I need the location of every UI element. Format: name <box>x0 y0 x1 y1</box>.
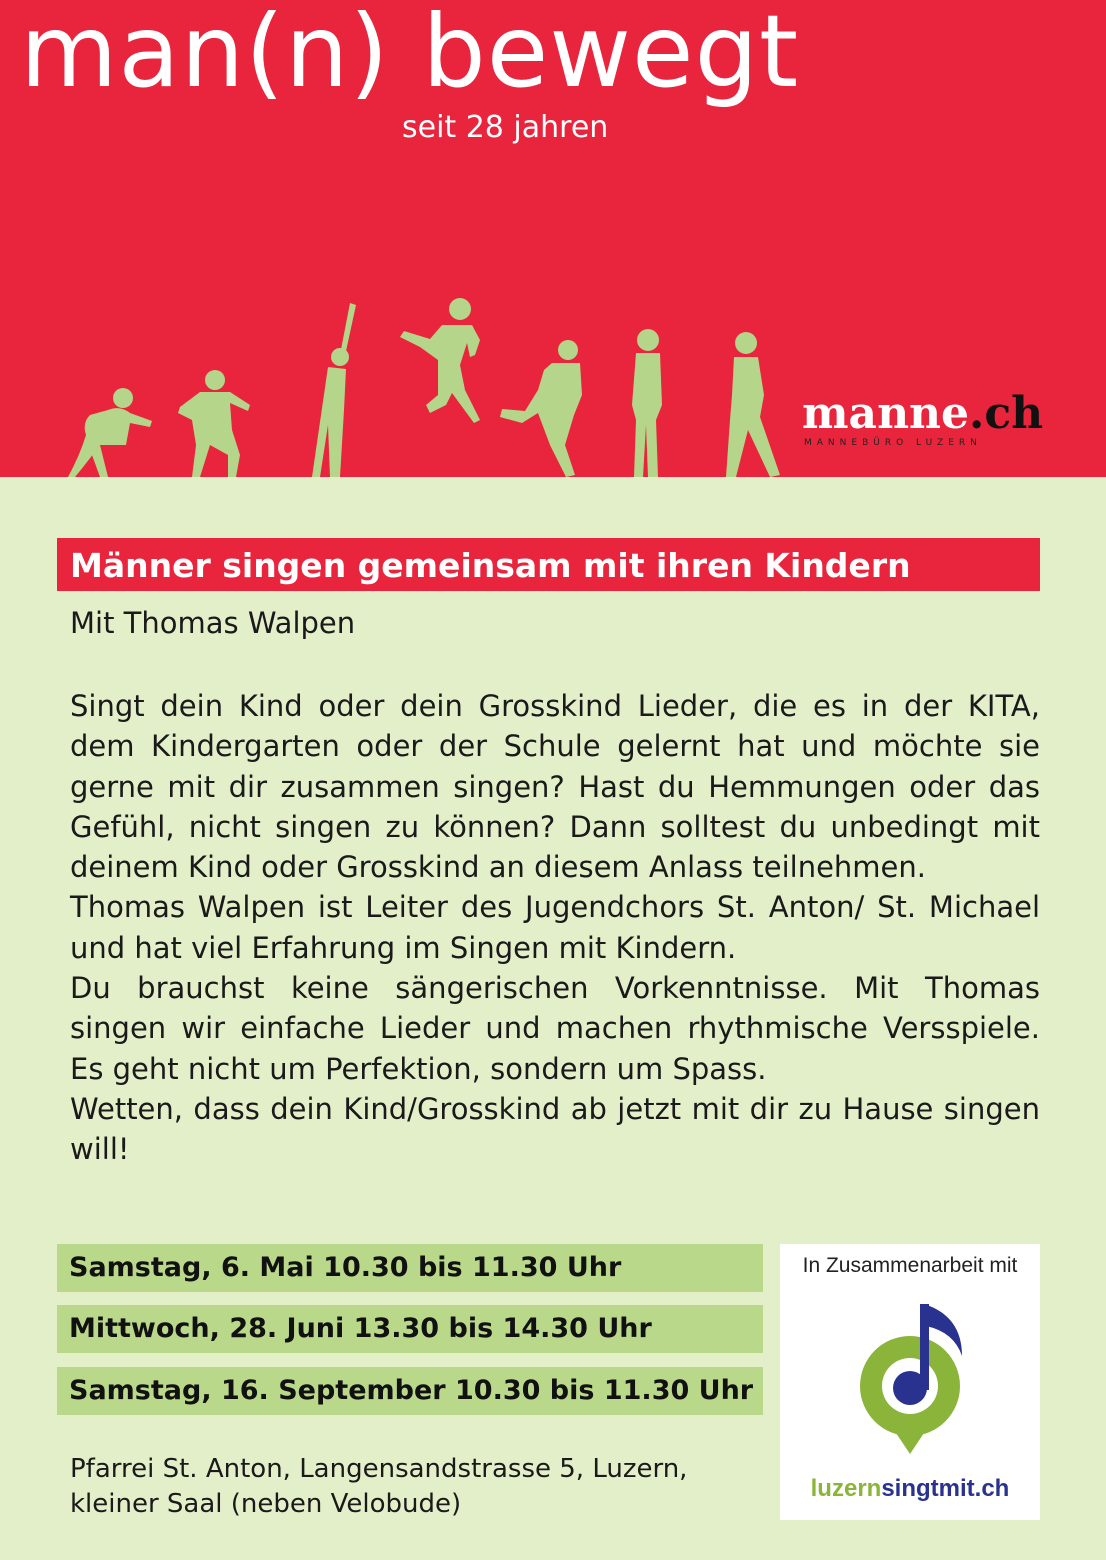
description-paragraph: Thomas Walpen ist Leiter des Jugendchors St. Anton/ St. Michael und hat viel Erfahrung im Singen mit Kindern. <box>70 890 1040 965</box>
logo-tagline: MANNEBÜRO LUZERN <box>804 438 982 448</box>
movement-figures-illustration <box>60 295 780 477</box>
event-description <box>70 686 1040 1170</box>
event-date: Mittwoch, 28. Juni 13.30 bis 14.30 Uhr <box>69 1313 652 1344</box>
brand-title: man(n) bewegt <box>20 0 800 110</box>
logo-name: manne <box>802 388 970 439</box>
headline-bar <box>57 538 1040 591</box>
music-note-pin-icon <box>850 1296 970 1456</box>
description-paragraph: Du brauchst keine sängerischen Vorkenntnisse. Mit Thomas singen wir einfache Lieder und machen rhythmische Versspiele. Es geht nicht um Perfektion, sondern um Spass. <box>70 971 1040 1086</box>
figure-jumping <box>400 298 480 423</box>
partner-url-part2: singtmit.ch <box>881 1475 1010 1502</box>
brand-subtitle: seit 28 jahren <box>402 110 609 145</box>
date-bar <box>57 1305 763 1353</box>
figure-walking <box>726 332 780 477</box>
figure-crouch-2 <box>178 370 250 477</box>
header-banner <box>0 0 1106 477</box>
figure-running <box>500 340 582 477</box>
venue-address: Pfarrei St. Anton, Langensandstrasse 5, Luzern, <box>70 1454 688 1484</box>
description-paragraph: Wetten, dass dein Kind/Grosskind ab jetzt mit dir zu Hause singen will! <box>70 1091 1040 1167</box>
figure-standing <box>632 329 662 477</box>
figure-crouch-1 <box>68 388 152 477</box>
partner-caption: In Zusammenarbeit mit <box>802 1254 1018 1277</box>
figure-reaching <box>312 303 356 477</box>
event-leader: Mit Thomas Walpen <box>70 606 356 640</box>
description-paragraph: Singt dein Kind oder dein Grosskind Lieder, die es in der KITA, dem Kindergarten oder der Schule gelernt hat und möchte sie gerne mit dir zusammen singen? Hast du Hemmungen oder das Gefühl, nicht singen zu können? Dann solltest du unbedingt mit deinem Kind oder Grosskind an diesem Anlass teilnehmen. <box>70 689 1040 885</box>
manne-logo <box>802 388 1044 439</box>
partner-box <box>780 1244 1040 1520</box>
date-bar <box>57 1367 763 1415</box>
partner-url <box>780 1475 1040 1503</box>
event-headline: Männer singen gemeinsam mit ihren Kindern <box>70 546 911 585</box>
event-date: Samstag, 16. September 10.30 bis 11.30 Uhr <box>69 1375 754 1406</box>
date-bar <box>57 1244 763 1292</box>
partner-url-part1: luzern <box>810 1475 882 1502</box>
logo-suffix: .ch <box>969 388 1044 439</box>
venue-room: kleiner Saal (neben Velobude) <box>70 1489 462 1519</box>
event-date: Samstag, 6. Mai 10.30 bis 11.30 Uhr <box>69 1252 622 1283</box>
venue <box>70 1452 687 1522</box>
